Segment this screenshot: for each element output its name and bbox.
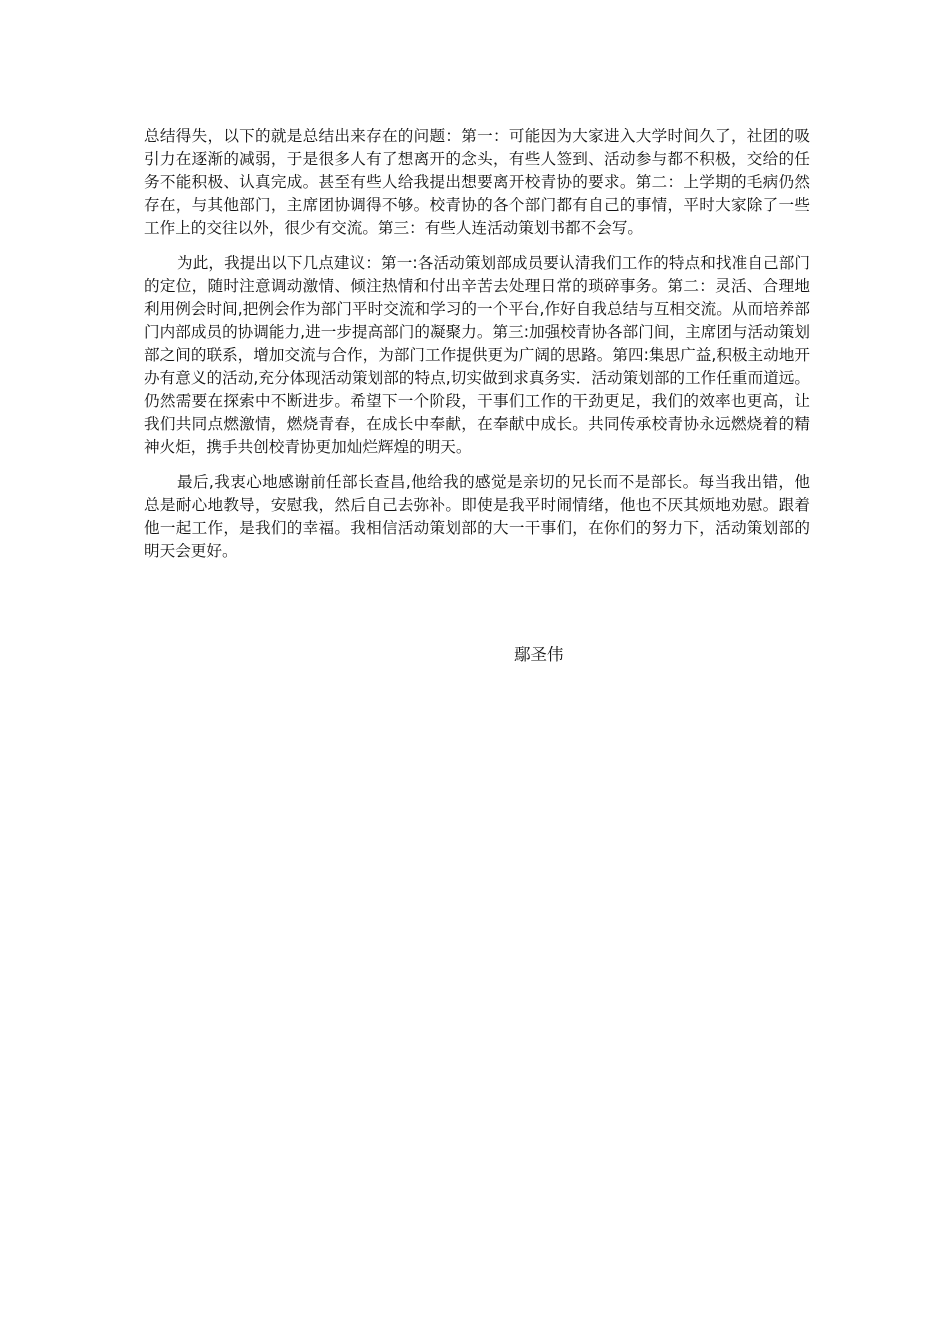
paragraph-thanks: 最后,我衷心地感谢前任部长查昌,他给我的感觉是亲切的兄长而不是部长。每当我出错，他总是耐心地教导，安慰我，然后自己去弥补。即使是我平时闹情绪，他也不厌其烦地劝慰。跟着他一起工作，是我们的幸福。我相信活动策划部的大一干事们，在你们的努力下，活动策划部的明天会更好。 bbox=[144, 473, 810, 560]
signature: 鄢圣伟 bbox=[514, 645, 564, 664]
paragraph-problems: 总结得失，以下的就是总结出来存在的问题：第一：可能因为大家进入大学时间久了，社团的吸引力在逐渐的减弱，于是很多人有了想离开的念头，有些人签到、活动参与都不积极，交给的任务不能积极、认真完成。甚至有些人给我提出想要离开校青协的要求。第二：上学期的毛病仍然存在，与其他部门，主席团协调得不够。校青协的各个部门都有自己的事情，平时大家除了一些工作上的交往以外，很少有交流。第三：有些人连活动策划书都不会写。 bbox=[144, 127, 810, 237]
document-body bbox=[144, 125, 810, 575]
paragraph-suggestions: 为此，我提出以下几点建议：第一:各活动策划部成员要认清我们工作的特点和找准自己部门的定位，随时注意调动激情、倾注热情和付出辛苦去处理日常的琐碎事务。第二：灵活、合理地利用例会时间,把例会作为部门平时交流和学习的一个平台,作好自我总结与互相交流。从而培养部门内部成员的协调能力,进一步提高部门的凝聚力。第三:加强校青协各部门间，主席团与活动策划部之间的联系，增加交流与合作，为部门工作提供更为广阔的思路。第四:集思广益,积极主动地开办有意义的活动,充分体现活动策划部的特点,切实做到求真务实．活动策划部的工作任重而道远。仍然需要在探索中不断进步。希望下一个阶段，干事们工作的干劲更足，我们的效率也更高，让我们共同点燃激情，燃烧青春，在成长中奉献，在奉献中成长。共同传承校青协永远燃烧着的精神火炬，携手共创校青协更加灿烂辉煌的明天。 bbox=[144, 254, 810, 456]
